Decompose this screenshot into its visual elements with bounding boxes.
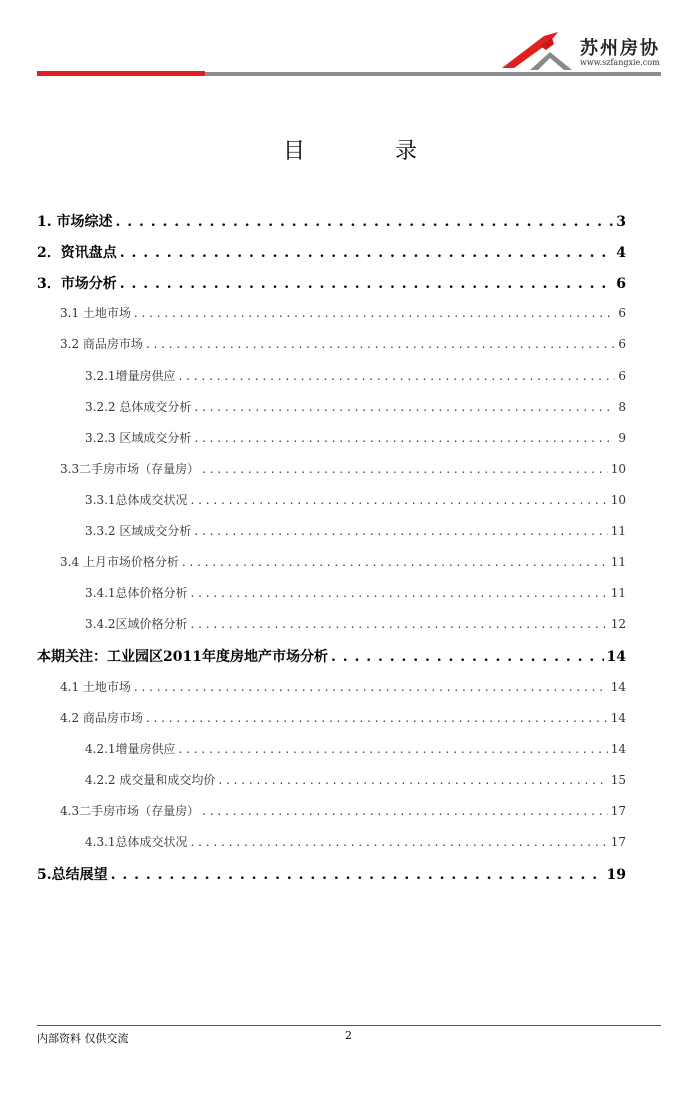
toc-entry-label: 3.4.1总体价格分析: [85, 586, 188, 600]
toc-entry-leader: [194, 431, 615, 445]
toc-entry-page: 6: [618, 337, 626, 351]
toc-entry-page: 14: [606, 649, 626, 665]
toc-entry[interactable]: [37, 833, 626, 853]
toc-entry[interactable]: [37, 584, 626, 604]
toc-entry-label: 5.总结展望: [37, 867, 108, 883]
toc-entry-leader: [111, 867, 604, 883]
toc-entry[interactable]: [37, 367, 626, 387]
toc-entry[interactable]: [37, 678, 626, 698]
toc-entry-leader: [191, 586, 608, 600]
toc-entry-page: 10: [610, 493, 626, 507]
toc-entry-label: 2．资讯盘点: [37, 245, 117, 261]
toc-entry[interactable]: [37, 273, 626, 293]
toc-entry-label: 4.2 商品房市场: [60, 711, 143, 725]
toc-entry[interactable]: [37, 771, 626, 791]
toc-entry[interactable]: [37, 646, 626, 666]
toc-entry-leader: [191, 617, 608, 631]
toc-entry[interactable]: [37, 491, 626, 511]
toc-entry-page: 11: [610, 555, 626, 569]
toc-entry-leader: [146, 711, 608, 725]
toc-entry-page: 3: [616, 214, 626, 230]
toc-entry-leader: [120, 245, 614, 261]
toc-entry-label: 本期关注：工业园区2011年度房地产市场分析: [37, 649, 328, 665]
toc-entry-label: 4.3二手房市场（存量房）: [60, 804, 200, 818]
toc-entry-leader: [120, 276, 614, 292]
toc-entry[interactable]: [37, 802, 626, 822]
toc-entry[interactable]: [37, 864, 626, 884]
toc-entry[interactable]: [37, 335, 626, 355]
toc-entry-label: 3.4.2区域价格分析: [85, 617, 188, 631]
toc-entry[interactable]: [37, 709, 626, 729]
org-url: www.szfangxie.com: [580, 58, 660, 67]
toc-entry-leader: [179, 742, 608, 756]
toc-entry-leader: [194, 400, 615, 414]
toc-entry-page: 14: [610, 742, 626, 756]
toc-entry-leader: [146, 337, 615, 351]
toc-entry-label: 3．市场分析: [37, 276, 117, 292]
toc-entry-page: 17: [610, 804, 626, 818]
toc-entry-page: 8: [618, 400, 626, 414]
toc-entry-leader: [218, 773, 607, 787]
toc-entry-leader: [134, 306, 615, 320]
toc-entry-label: 3.2 商品房市场: [60, 337, 143, 351]
header-accent-bar: [37, 71, 205, 76]
toc-entry-label: 4.1 土地市场: [60, 680, 131, 694]
toc-entry-label: 3.3.2 区域成交分析: [85, 524, 192, 538]
toc-entry[interactable]: [37, 460, 626, 480]
toc-entry-label: 3.1 土地市场: [60, 306, 131, 320]
toc-entry-leader: [191, 493, 608, 507]
toc-entry-leader: [331, 649, 604, 665]
org-logo: [500, 26, 670, 74]
toc-entry[interactable]: [37, 522, 626, 542]
toc-entry-label: 3.2.3 区域成交分析: [85, 431, 192, 445]
toc-entry[interactable]: [37, 304, 626, 324]
toc-entry-page: 10: [610, 462, 626, 476]
logo-mark-icon: [500, 30, 576, 72]
toc-entry-label: 3.3.1总体成交状况: [85, 493, 188, 507]
toc-entry-page: 19: [606, 867, 626, 883]
toc-entry-leader: [116, 214, 614, 230]
toc-entry-page: 15: [610, 773, 626, 787]
toc-entry-label: 4.3.1总体成交状况: [85, 835, 188, 849]
toc-entry[interactable]: [37, 553, 626, 573]
org-name: 苏州房协: [580, 38, 660, 59]
toc-entry-label: 3.2.2 总体成交分析: [85, 400, 192, 414]
toc-entry-label: 1. 市场综述: [37, 214, 113, 230]
toc-entry-page: 4: [616, 245, 626, 261]
toc-entry-leader: [194, 524, 607, 538]
toc-entry-page: 6: [616, 276, 626, 292]
toc-entry-leader: [202, 804, 608, 818]
toc-entry[interactable]: [37, 429, 626, 449]
toc-entry[interactable]: [37, 242, 626, 262]
toc-entry-leader: [179, 369, 616, 383]
toc-entry-page: 14: [610, 711, 626, 725]
toc-entry-page: 17: [610, 835, 626, 849]
toc-entry-page: 14: [610, 680, 626, 694]
toc-entry-label: 3.4 上月市场价格分析: [60, 555, 179, 569]
toc-entry-leader: [182, 555, 608, 569]
toc-title: 目录: [282, 139, 507, 164]
toc-entry-leader: [202, 462, 608, 476]
toc-entry-leader: [191, 835, 608, 849]
toc-entry-label: 3.2.1增量房供应: [85, 369, 176, 383]
toc-entry-page: 11: [610, 524, 626, 538]
toc-entry-label: 3.3二手房市场（存量房）: [60, 462, 200, 476]
toc-entry-page: 12: [610, 617, 626, 631]
toc-entry[interactable]: [37, 740, 626, 760]
header-rule: [205, 72, 661, 76]
toc-entry-page: 6: [618, 369, 626, 383]
toc-entry-leader: [134, 680, 608, 694]
toc-entry-page: 9: [618, 431, 626, 445]
footer-note: 内部资料 仅供交流: [37, 1032, 129, 1045]
footer-rule: [37, 1025, 661, 1026]
toc-entry-page: 11: [610, 586, 626, 600]
toc-entry[interactable]: [37, 615, 626, 635]
toc-entry-label: 4.2.2 成交量和成交均价: [85, 773, 216, 787]
toc-entry-label: 4.2.1增量房供应: [85, 742, 176, 756]
toc-entry[interactable]: [37, 398, 626, 418]
page-number: 2: [345, 1029, 352, 1042]
toc-entry[interactable]: [37, 211, 626, 231]
toc-entry-page: 6: [618, 306, 626, 320]
